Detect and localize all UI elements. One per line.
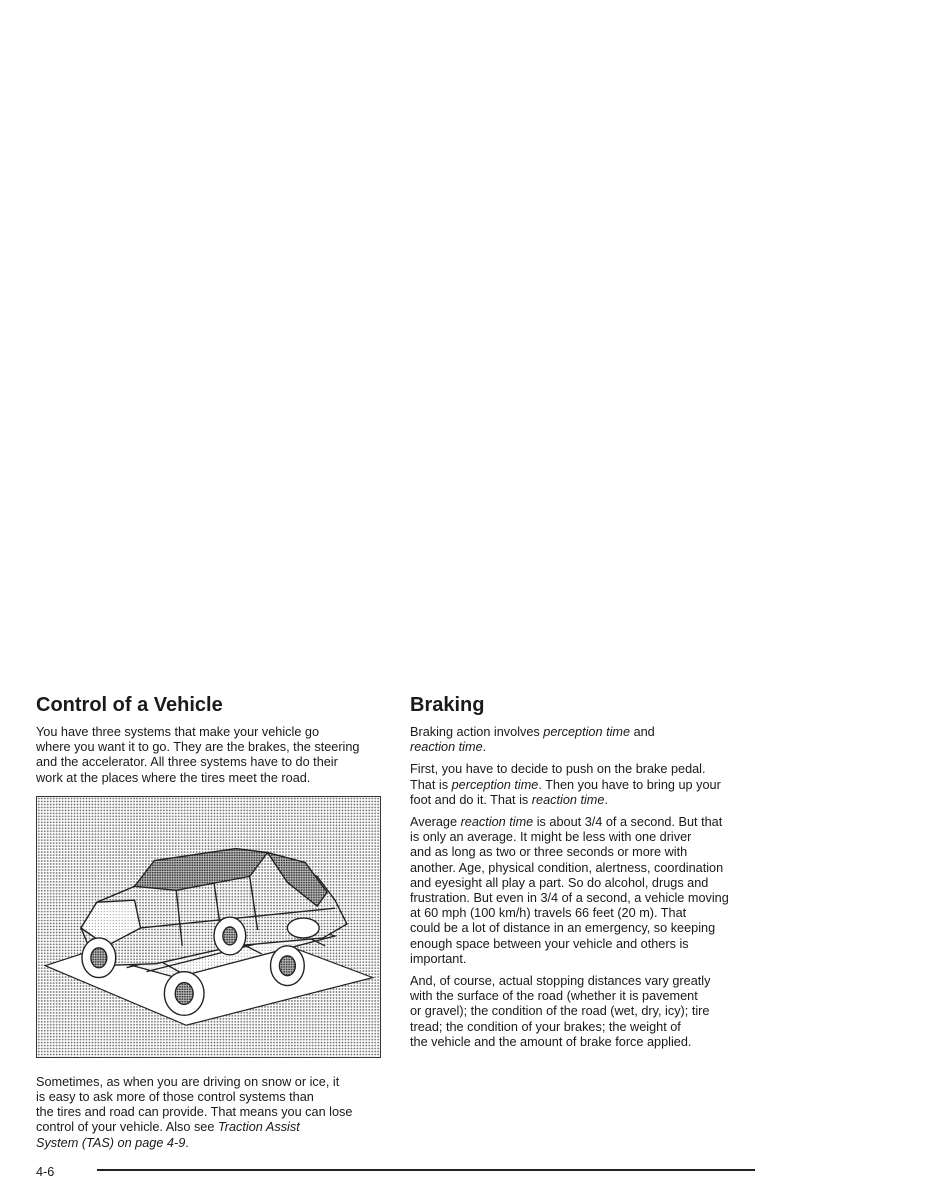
term-emphasis: reaction time (410, 740, 483, 755)
braking-paragraph-4 (410, 974, 756, 1050)
braking-paragraph-3 (410, 815, 756, 967)
page-number: 4-6 (36, 1165, 55, 1179)
text-fragment: That is (410, 777, 452, 792)
closing-paragraph (36, 1075, 382, 1151)
text-fragment: Average (410, 815, 461, 830)
text-line: at 60 mph (100 km/h) travels 66 feet (20 m). That (410, 906, 687, 921)
text-line: is easy to ask more of those control systems than (36, 1090, 314, 1105)
term-emphasis: perception time (543, 725, 631, 739)
text-line: could be a lot of distance in an emergency, so keeping (410, 921, 716, 936)
text-line: enough space between your vehicle and others is (410, 936, 689, 951)
text-line: the vehicle and the amount of brake force applied. (410, 1034, 692, 1049)
cross-reference-link[interactable]: Traction Assist (217, 1120, 300, 1135)
text-fragment: . (604, 792, 608, 807)
text-line: the tires and road can provide. That means you can lose (36, 1105, 353, 1120)
text-line (36, 1120, 382, 1135)
text-fragment: . Then you have to bring up your (538, 777, 721, 792)
text-line: tread; the condition of your brakes; the weight of (410, 1019, 681, 1034)
section-heading-braking: Braking (410, 694, 485, 716)
text-line (410, 815, 756, 830)
text-line: where you want it to go. They are the brakes, the steering (36, 740, 360, 755)
text-line: You have three systems that make your vehicle go (36, 725, 320, 739)
footer-rule (97, 1169, 755, 1171)
text-line (410, 725, 756, 740)
text-line (410, 793, 756, 808)
vehicle-illustration (36, 796, 381, 1058)
text-fragment: . (482, 740, 487, 755)
text-line (36, 1136, 382, 1151)
cross-reference-link[interactable]: System (TAS) on page 4-9 (36, 1135, 186, 1150)
term-emphasis: reaction time (531, 792, 605, 807)
text-line: and eyesight all play a part. So do alcohol, drugs and (410, 875, 709, 890)
section-heading-control: Control of a Vehicle (36, 694, 223, 716)
text-line: work at the places where the tires meet the road. (36, 770, 311, 785)
text-line: and as long as two or three seconds or more with (410, 845, 688, 860)
text-line (410, 778, 756, 793)
text-line: with the surface of the road (whether it is pavement (410, 989, 698, 1004)
right-column (410, 694, 756, 1057)
text-line: or gravel); the condition of the road (wet, dry, icy); tire (410, 1004, 710, 1019)
term-emphasis: perception time (451, 777, 539, 792)
left-column (36, 694, 382, 1158)
text-fragment: and (630, 725, 655, 739)
text-line: is only an average. It might be less with one driver (410, 830, 692, 845)
text-line: and the accelerator. All three systems have to do their (36, 755, 338, 770)
text-line: important. (410, 951, 467, 966)
text-line: And, of course, actual stopping distances vary greatly (410, 974, 711, 989)
braking-paragraph-2 (410, 762, 756, 808)
braking-paragraph-1 (410, 725, 756, 755)
text-fragment: . (185, 1135, 189, 1150)
text-line: First, you have to decide to push on the brake pedal. (410, 762, 706, 777)
text-line: Sometimes, as when you are driving on snow or ice, it (36, 1074, 340, 1089)
intro-paragraph (36, 725, 382, 786)
text-line: another. Age, physical condition, alertness, coordination (410, 860, 724, 875)
text-line (410, 740, 756, 755)
term-emphasis: reaction time (460, 815, 534, 830)
text-fragment: foot and do it. That is (410, 792, 532, 807)
text-fragment: Braking action involves (410, 725, 544, 739)
text-fragment: is about 3/4 of a second. But that (533, 815, 723, 830)
text-line: frustration. But even in 3/4 of a second, a vehicle moving (410, 891, 729, 906)
text-fragment: control of your vehicle. Also see (36, 1120, 218, 1135)
